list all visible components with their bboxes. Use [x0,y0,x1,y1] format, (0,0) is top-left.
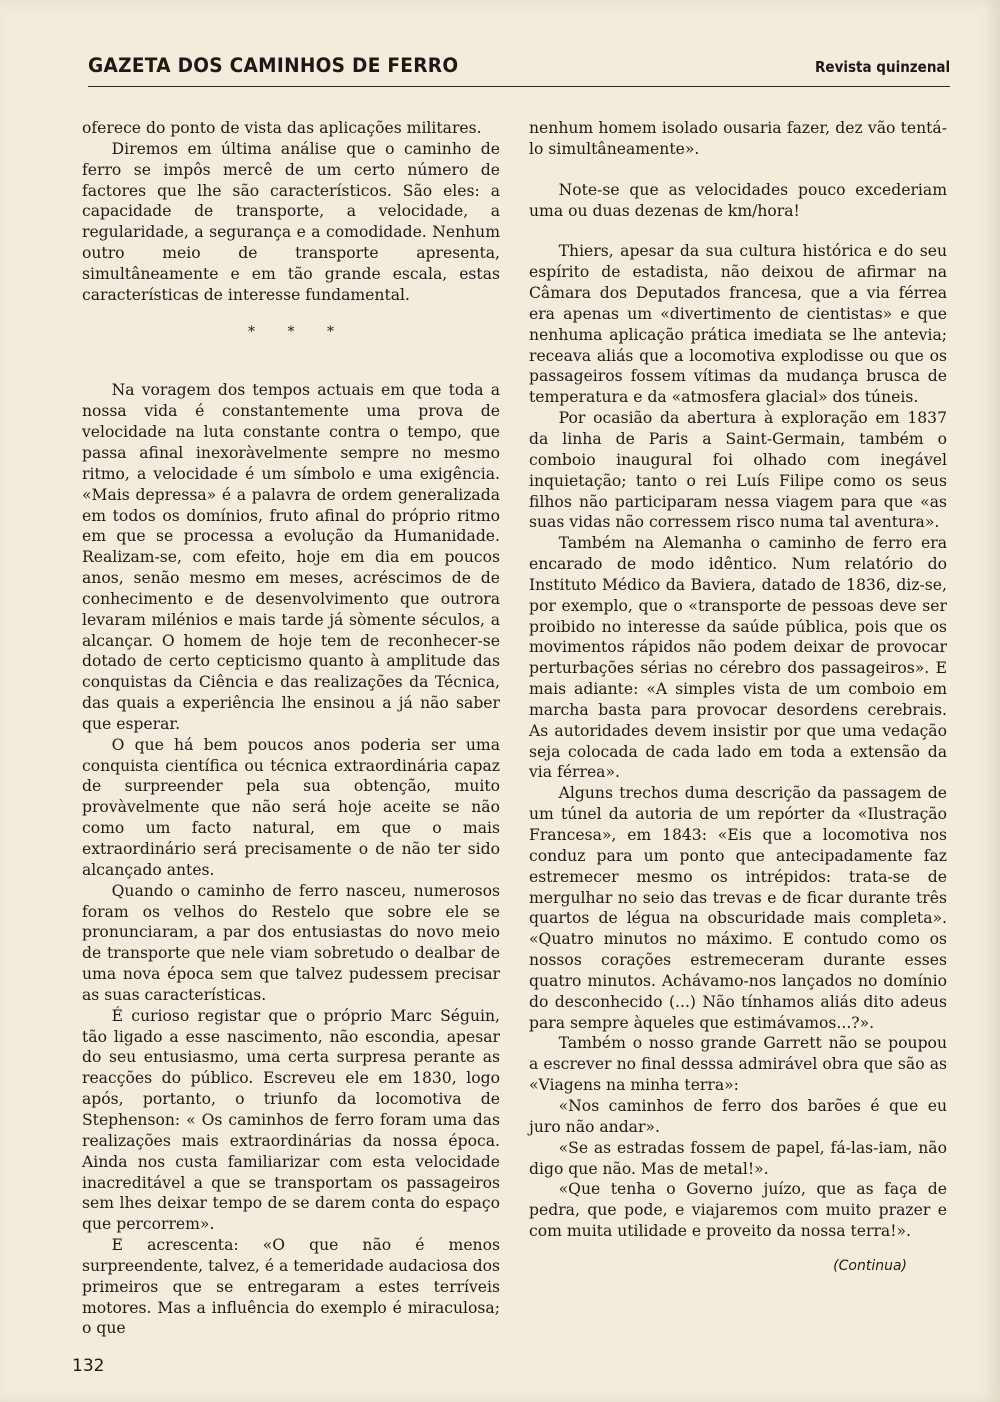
page-header [88,50,950,90]
right-column [529,118,947,1277]
quote-paragraph: «Que tenha o Governo juízo, que as faça de pedra, que pode, e viajaremos com muito prazer e com muita utilidade e proveito da nossa terra!». [529,1180,947,1241]
paragraph: Na voragem dos tempos actuais em que toda a nossa vida é constantemente uma prova de velocidade na luta constante contra o tempo, que passa afinal inexoràvelmente sempre no mesmo ritmo, a velocidade é um símbolo e uma exigência. «Mais depressa» é a palavra de ordem generalizada em todos os domínios, fruto afinal do próprio ritmo em que se processa a evolução da Humanidade. Realizam-se, com efeito, hoje em dia em poucos anos, senão mesmo em meses, acréscimos de de conhecimento e de desenvolvimento que outrora levaram milénios e mais tarde já sòmente séculos, a alcançar. O homem de hoje tem de reconhecer-se dotado de certo cepticismo quanto à amplitude das conquistas da Ciência e das realizações da Técnica, das quais a experiência lhe ensinou a já não saber que esperar. [82,381,500,733]
paragraph: Também o nosso grande Garrett não se poupou a escrever no final desssa admirável obra que são as «Viagens na minha terra»: [529,1034,947,1095]
page-number: 132 [72,1356,105,1376]
quote-paragraph: «Nos caminhos de ferro dos barões é que eu juro não andar». [529,1096,947,1136]
quote-paragraph: «Se as estradas fossem de papel, fá-las-iam, não digo que não. Mas de metal!». [529,1138,947,1178]
paragraph: E acrescenta: «O que não é menos surpreendente, talvez, é a temeridade audaciosa dos primeiros que se entregaram a estes terríveis motores. Mas a influência do exemplo é miraculosa; o que [82,1236,501,1338]
section-separator: * * * [248,323,348,340]
paragraph: Diremos em última análise que o caminho de ferro se impôs mercê de um certo número de factores que lhe são característicos. São eles: a capacidade de transporte, a velocidade, a regularidade, a segurança e a comodidade. Nenhum outro meio de transporte apresenta, simultâneamente e em tão grande escala, estas características de interesse fundamental. [82,139,500,304]
continued-note: (Continua) [833,1257,907,1274]
paragraph: O que há bem poucos anos poderia ser uma conquista científica ou técnica extraordinária capaz de surpreender pela sua obtenção, muito provàvelmente que não será hoje aceite se não como um facto natural, em que o mais extraordinário será precisamente o de não ter sido alcançado antes. [82,735,500,879]
paragraph: Quando o caminho de ferro nasceu, numerosos foram os velhos do Restelo que sobre ele se pronunciaram, a par dos entusiastas do novo meio de transporte que nele viam sobretudo o dealbar de uma nova época sem que talvez pudessem precisar as suas características. [82,881,500,1004]
paragraph: Por ocasião da abertura à exploração em 1837 da linha de Paris a Saint-Germain, também o comboio inaugural foi olhado com inegável inquietação; tanto o rei Luís Filipe como os seus filhos não participaram nessa viagem para que «as suas vidas não corressem risco numa tal aventura». [529,409,947,532]
paragraph: Thiers, apesar da sua cultura histórica e do seu espírito de estadista, não deixou de afirmar na Câmara dos Deputados francesa, que a via férrea era apenas um «divertimento de cientistas» e que nenhuma aplicação prática imediata se lhe antevia; receava aliás que a locomotiva explodisse ou que os passageiros fossem vítimas da mudança brusca de temperatura e da «atmosfera glacial» dos túneis. [529,242,947,407]
magazine-title: GAZETA DOS CAMINHOS DE FERRO [88,54,459,77]
paragraph: nenhum homem isolado ousaria fazer, dez vão tentá-lo simultâneamente». [529,119,947,158]
left-column [82,118,500,1339]
paragraph: É curioso registar que o próprio Marc Séguin, tão ligado a esse nascimento, não escondia, apesar do seu entusiasmo, uma certa surpresa perante as reacções do público. Escreveu ele em 1830, logo após, portanto, o triunfo da locomotiva de Stephenson: « Os caminhos de ferro foram uma das realizações mais extraordinárias da nossa época. Ainda nos custa familiarizar com esta velocidade inacreditável a que se transportam os passageiros sem lhes deixar tempo de se darem conta do espaço que percorrem». [82,1006,500,1234]
paragraph: Alguns trechos duma descrição da passagem de um túnel da autoria de um repórter da «Ilustração Francesa», em 1843: «Eis que a locomotiva nos conduz para um ponto que antecipadamente faz estremecer mesmo os intrépidos: trata-se de mergulhar no seio das trevas e de ficar durante três quartos de légua na obscuridade mais completa». «Quatro minutos no máximo. E contudo como os nossos corações estremeceram durante esses quatro minutos. Achávamo-nos lançados no domínio do desconhecido (...) Não tínhamos aliás dito adeus para sempre àqueles que estimávamos...?». [529,784,947,1032]
paragraph: Note-se que as velocidades pouco excederiam uma ou duas dezenas de km/hora! [529,180,947,220]
header-rule [88,86,950,87]
paragraph: Também na Alemanha o caminho de ferro era encarado de modo idêntico. Num relatório do Instituto Médico da Baviera, datado de 1836, diz-se, por exemplo, que o «transporte de pessoas deve ser proibido no interesse da saúde pública, pois que os movimentos rápidos não podem deixar de provocar perturbações sérias no cérebro dos passageiros». E mais adiante: «A simples vista de um comboio em marcha basta para provocar desordens cerebrais. As autoridades devem insistir por que uma vedação seja colocada de cada lado em toda a extensão da via férrea». [529,534,947,782]
magazine-subtitle: Revista quinzenal [814,58,950,76]
paragraph: oferece do ponto de vista das aplicações militares. [82,119,482,137]
